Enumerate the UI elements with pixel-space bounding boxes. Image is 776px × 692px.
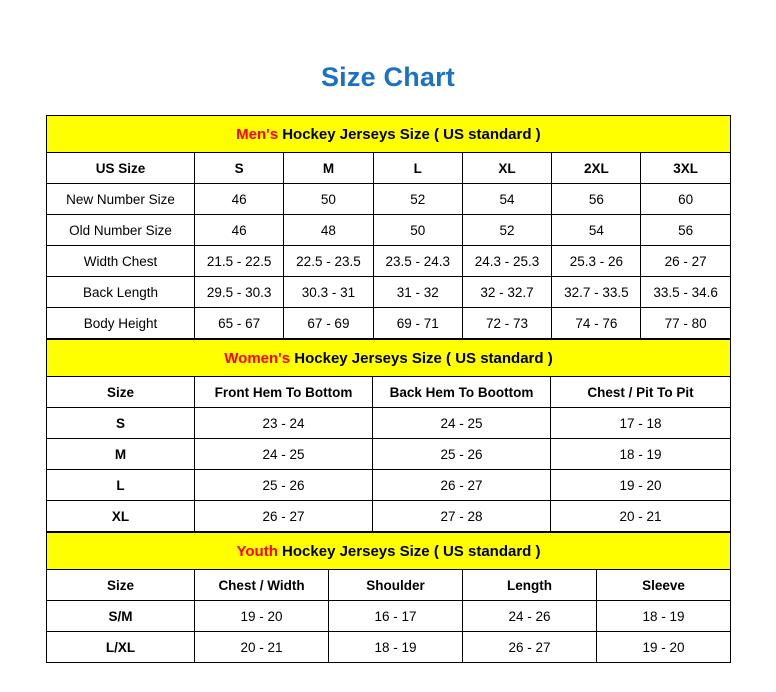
mens-row-3-col-3: 31 - 32	[373, 277, 462, 308]
youth-row-1-col-4: 19 - 20	[597, 632, 731, 663]
womens-header-row	[47, 377, 731, 408]
mens-row-1-label: Old Number Size	[47, 215, 195, 246]
mens-row-3-col-4: 32 - 32.7	[462, 277, 551, 308]
youth-header-cell-4: Sleeve	[597, 570, 731, 601]
youth-banner-rest: Hockey Jerseys Size ( US standard )	[277, 542, 541, 560]
mens-banner-rest: Hockey Jerseys Size ( US standard )	[278, 125, 541, 143]
mens-header-cell-6: 3XL	[641, 153, 730, 184]
womens-header-cell-0: Size	[47, 377, 195, 408]
mens-row-2-col-1: 21.5 - 22.5	[195, 246, 284, 277]
mens-banner-row	[47, 116, 731, 153]
mens-row-0-col-1: 46	[195, 184, 284, 215]
youth-banner-cell	[47, 533, 731, 570]
table-row	[47, 184, 731, 215]
mens-header-row	[47, 153, 731, 184]
mens-row-0-col-4: 54	[462, 184, 551, 215]
womens-row-1-col-3: 18 - 19	[551, 439, 731, 470]
womens-row-3-col-2: 27 - 28	[373, 501, 551, 532]
youth-header-cell-2: Shoulder	[329, 570, 463, 601]
mens-row-3-col-1: 29.5 - 30.3	[195, 277, 284, 308]
mens-row-0-label: New Number Size	[47, 184, 195, 215]
youth-row-0-col-4: 18 - 19	[597, 601, 731, 632]
mens-header-cell-0: US Size	[47, 153, 195, 184]
mens-row-4-col-5: 74 - 76	[552, 308, 641, 339]
youth-row-1-label: L/XL	[47, 632, 195, 663]
youth-row-1-col-1: 20 - 21	[195, 632, 329, 663]
womens-banner-row	[47, 340, 731, 377]
mens-row-2-col-4: 24.3 - 25.3	[462, 246, 551, 277]
womens-row-0-col-1: 23 - 24	[195, 408, 373, 439]
mens-row-1-col-6: 56	[641, 215, 730, 246]
youth-header-cell-3: Length	[463, 570, 597, 601]
mens-row-1-col-1: 46	[195, 215, 284, 246]
youth-row-1-col-2: 18 - 19	[329, 632, 463, 663]
youth-header-row	[47, 570, 731, 601]
mens-row-2-col-2: 22.5 - 23.5	[284, 246, 373, 277]
womens-banner-cell	[47, 340, 731, 377]
mens-row-4-col-1: 65 - 67	[195, 308, 284, 339]
mens-row-4-col-3: 69 - 71	[373, 308, 462, 339]
mens-row-3-col-5: 32.7 - 33.5	[552, 277, 641, 308]
mens-row-0-col-2: 50	[284, 184, 373, 215]
table-row	[47, 215, 731, 246]
mens-row-3-col-2: 30.3 - 31	[284, 277, 373, 308]
womens-row-2-col-3: 19 - 20	[551, 470, 731, 501]
mens-header-cell-1: S	[195, 153, 284, 184]
table-row	[47, 277, 731, 308]
womens-row-2-col-2: 26 - 27	[373, 470, 551, 501]
womens-header-cell-3: Chest / Pit To Pit	[551, 377, 731, 408]
womens-header-cell-2: Back Hem To Boottom	[373, 377, 551, 408]
table-row	[47, 601, 731, 632]
womens-row-3-col-3: 20 - 21	[551, 501, 731, 532]
womens-row-3-label: XL	[47, 501, 195, 532]
womens-header-cell-1: Front Hem To Bottom	[195, 377, 373, 408]
womens-row-0-col-3: 17 - 18	[551, 408, 731, 439]
mens-row-1-col-3: 50	[373, 215, 462, 246]
table-row	[47, 246, 731, 277]
womens-banner-highlight: Women's	[224, 349, 291, 367]
table-row	[47, 470, 731, 501]
youth-row-1-col-3: 26 - 27	[463, 632, 597, 663]
womens-row-1-col-2: 25 - 26	[373, 439, 551, 470]
mens-row-1-col-5: 54	[552, 215, 641, 246]
mens-row-2-col-3: 23.5 - 24.3	[373, 246, 462, 277]
womens-size-table	[46, 339, 731, 532]
womens-row-2-col-1: 25 - 26	[195, 470, 373, 501]
youth-row-0-label: S/M	[47, 601, 195, 632]
womens-row-0-col-2: 24 - 25	[373, 408, 551, 439]
size-tables-container	[46, 115, 730, 663]
mens-row-1-col-4: 52	[462, 215, 551, 246]
mens-row-0-col-6: 60	[641, 184, 730, 215]
youth-size-table	[46, 532, 731, 663]
youth-row-0-col-2: 16 - 17	[329, 601, 463, 632]
youth-banner-highlight: Youth	[236, 542, 278, 560]
table-row	[47, 439, 731, 470]
youth-banner-row	[47, 533, 731, 570]
mens-row-0-col-3: 52	[373, 184, 462, 215]
womens-row-2-label: L	[47, 470, 195, 501]
mens-header-cell-5: 2XL	[552, 153, 641, 184]
mens-row-2-label: Width Chest	[47, 246, 195, 277]
mens-row-2-col-6: 26 - 27	[641, 246, 730, 277]
mens-row-4-col-4: 72 - 73	[462, 308, 551, 339]
table-row	[47, 308, 731, 339]
youth-row-0-col-3: 24 - 26	[463, 601, 597, 632]
mens-banner-cell	[47, 116, 731, 153]
page-title: Size Chart	[320, 62, 456, 92]
mens-row-1-col-2: 48	[284, 215, 373, 246]
youth-header-cell-1: Chest / Width	[195, 570, 329, 601]
mens-row-4-label: Body Height	[47, 308, 195, 339]
womens-row-1-label: M	[47, 439, 195, 470]
mens-row-3-label: Back Length	[47, 277, 195, 308]
mens-row-3-col-6: 33.5 - 34.6	[641, 277, 730, 308]
youth-header-cell-0: Size	[47, 570, 195, 601]
youth-row-0-col-1: 19 - 20	[195, 601, 329, 632]
table-row	[47, 501, 731, 532]
womens-banner-rest: Hockey Jerseys Size ( US standard )	[290, 349, 553, 367]
mens-header-cell-4: XL	[462, 153, 551, 184]
womens-row-0-label: S	[47, 408, 195, 439]
table-row	[47, 408, 731, 439]
mens-size-table	[46, 115, 731, 339]
mens-row-4-col-2: 67 - 69	[284, 308, 373, 339]
mens-row-0-col-5: 56	[552, 184, 641, 215]
womens-row-3-col-1: 26 - 27	[195, 501, 373, 532]
mens-header-cell-3: L	[373, 153, 462, 184]
mens-banner-highlight: Men's	[236, 125, 279, 143]
table-row	[47, 632, 731, 663]
mens-row-4-col-6: 77 - 80	[641, 308, 730, 339]
womens-row-1-col-1: 24 - 25	[195, 439, 373, 470]
mens-row-2-col-5: 25.3 - 26	[552, 246, 641, 277]
mens-header-cell-2: M	[284, 153, 373, 184]
